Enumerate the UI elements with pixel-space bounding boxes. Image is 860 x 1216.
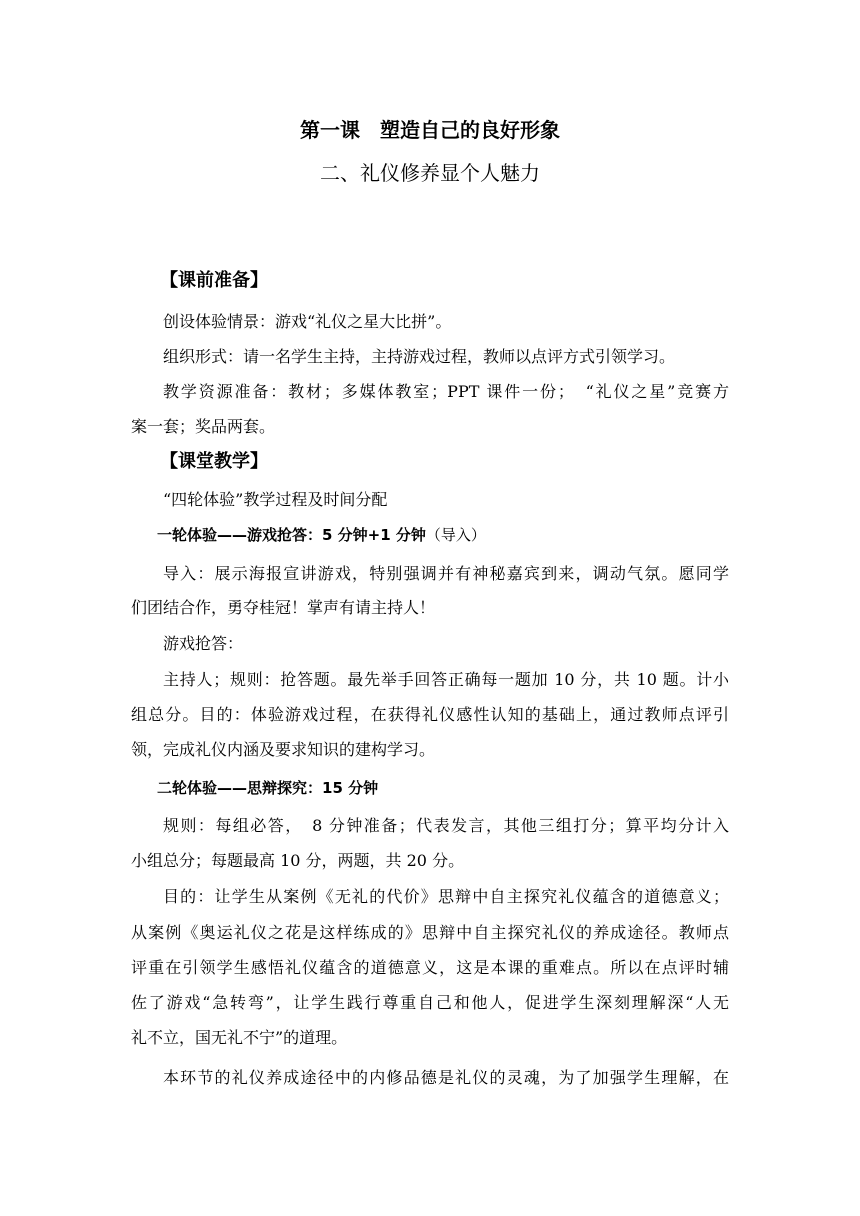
prep-scenario: 创设体验情景：游戏“礼仪之星大比拼”。	[163, 312, 452, 331]
round2-heading: 二轮体验——思辩探究：15 分钟	[157, 779, 379, 797]
goal-line5: 礼不立，国无礼不宁”的道理。	[131, 1028, 348, 1047]
rules-line2: 小组总分；每题最高 10 分，两题，共 20 分。	[131, 851, 465, 870]
intro-line2: 们团结合作，勇夺桂冠！掌声有请主持人！	[131, 598, 436, 617]
host-line3: 领，完成礼仪内涵及要求知识的建构学习。	[131, 740, 436, 759]
host-line1: 主持人；规则：抢答题。最先举手回答正确每一题加 10 分，共 10 题。计小	[163, 670, 729, 689]
rules-line1: 规则：每组必答， 8 分钟准备；代表发言，其他三组打分；算平均分计入	[163, 816, 729, 835]
host-line2: 组总分。目的：体验游戏过程，在获得礼仪感性认知的基础上，通过教师点评引	[131, 705, 729, 724]
goal-line3: 评重在引领学生感悟礼仪蕴含的道德意义，这是本课的重难点。所以在点评时辅	[131, 958, 729, 977]
page-title: 第一课 塑造自己的良好形象	[300, 118, 560, 142]
section-heading-prep: 【课前准备】	[160, 270, 268, 291]
teaching-overview: “四轮体验”教学过程及时间分配	[163, 490, 388, 509]
intro-line1: 导入：展示海报宣讲游戏，特别强调并有神秘嘉宾到来，调动气氛。愿同学	[163, 564, 729, 583]
section-heading-class: 【课堂教学】	[160, 451, 268, 472]
prep-organization: 组织形式：请一名学生主持，主持游戏过程，教师以点评方式引领学习。	[163, 347, 676, 366]
goal-line1: 目的：让学生从案例《无礼的代价》思辩中自主探究礼仪蕴含的道德意义；	[163, 887, 729, 906]
quiz-label: 游戏抢答：	[163, 634, 244, 653]
round1-title: 一轮体验——游戏抢答：5 分钟+1 分钟	[157, 526, 426, 544]
summary-line1: 本环节的礼仪养成途径中的内修品德是礼仪的灵魂，为了加强学生理解，在	[163, 1068, 729, 1087]
round1-note: （导入）	[425, 526, 486, 544]
goal-line4: 佐了游戏“急转弯”，让学生践行尊重自己和他人，促进学生深刻理解深“人无	[131, 993, 729, 1012]
prep-resources-line2: 案一套；奖品两套。	[131, 417, 276, 436]
round1-heading	[157, 524, 486, 546]
prep-resources-line1: 教学资源准备：教材；多媒体教室；PPT 课件一份； “礼仪之星”竞赛方	[163, 382, 729, 401]
goal-line2: 从案例《奥运礼仪之花是这样练成的》思辩中自主探究礼仪的养成途径。教师点	[131, 923, 729, 942]
page-subtitle: 二、礼仪修养显个人魅力	[320, 161, 540, 185]
